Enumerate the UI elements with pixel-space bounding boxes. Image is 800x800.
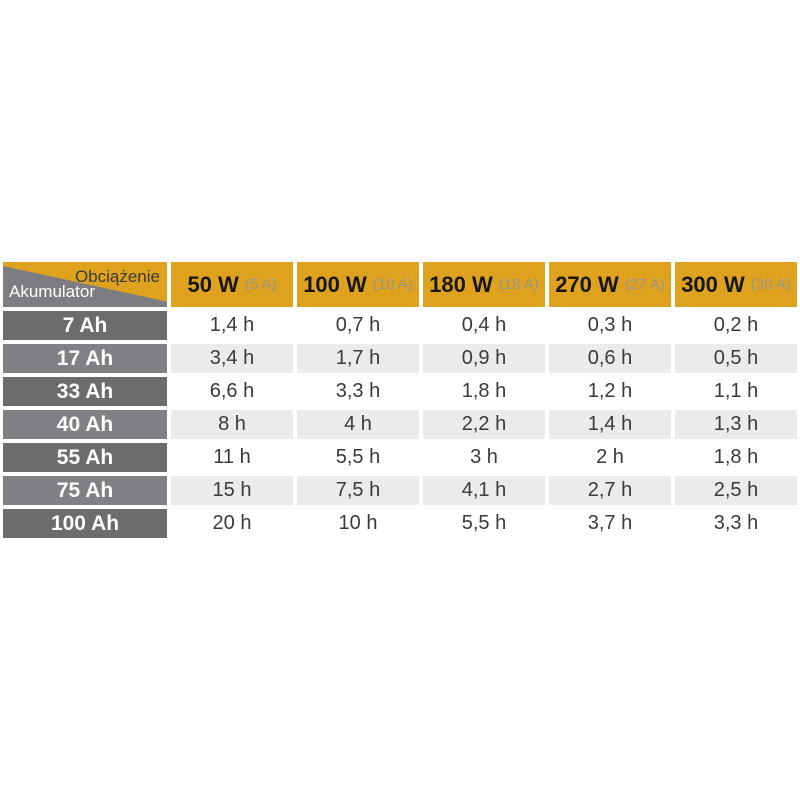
power-label: 270 W: [555, 271, 619, 297]
load-column-header: [549, 262, 671, 307]
runtime-cell: 1,4 h: [171, 311, 293, 340]
power-label: 300 W: [681, 271, 745, 297]
runtime-cell: 2,2 h: [423, 410, 545, 439]
runtime-cell: 0,5 h: [675, 344, 797, 373]
runtime-cell: 8 h: [171, 410, 293, 439]
runtime-cell: 2 h: [549, 443, 671, 472]
runtime-cell: 5,5 h: [423, 509, 545, 538]
runtime-cell: 3 h: [423, 443, 545, 472]
load-column-header: [297, 262, 419, 307]
runtime-cell: 0,3 h: [549, 311, 671, 340]
runtime-cell: 7,5 h: [297, 476, 419, 505]
runtime-cell: 1,4 h: [549, 410, 671, 439]
power-label: 100 W: [303, 271, 367, 297]
power-label: 50 W: [187, 271, 239, 297]
battery-row-label: 75 Ah: [3, 476, 167, 505]
power-label: 180 W: [429, 271, 493, 297]
load-column-header: [423, 262, 545, 307]
runtime-cell: 1,8 h: [423, 377, 545, 406]
runtime-cell: 3,4 h: [171, 344, 293, 373]
runtime-cell: 15 h: [171, 476, 293, 505]
runtime-cell: 0,7 h: [297, 311, 419, 340]
load-column-header: [171, 262, 293, 307]
battery-row-label: 33 Ah: [3, 377, 167, 406]
runtime-cell: 10 h: [297, 509, 419, 538]
runtime-cell: 5,5 h: [297, 443, 419, 472]
battery-row-label: 40 Ah: [3, 410, 167, 439]
current-label: (5 A): [244, 276, 277, 293]
current-label: (18 A): [498, 276, 539, 293]
current-label: (10 A): [372, 276, 413, 293]
runtime-cell: 1,8 h: [675, 443, 797, 472]
runtime-cell: 2,5 h: [675, 476, 797, 505]
battery-row-label: 17 Ah: [3, 344, 167, 373]
runtime-cell: 1,3 h: [675, 410, 797, 439]
runtime-cell: 0,6 h: [549, 344, 671, 373]
corner-header-cell: [3, 262, 167, 307]
runtime-cell: 0,9 h: [423, 344, 545, 373]
runtime-cell: 0,4 h: [423, 311, 545, 340]
load-column-header: [675, 262, 797, 307]
battery-row-label: 55 Ah: [3, 443, 167, 472]
battery-runtime-table: [3, 262, 797, 538]
battery-axis-label: Akumulator: [9, 282, 95, 301]
runtime-cell: 1,2 h: [549, 377, 671, 406]
runtime-cell: 11 h: [171, 443, 293, 472]
runtime-cell: 2,7 h: [549, 476, 671, 505]
load-axis-label: Obciążenie: [74, 267, 160, 286]
battery-row-label: 7 Ah: [3, 311, 167, 340]
runtime-cell: 6,6 h: [171, 377, 293, 406]
runtime-cell: 3,7 h: [549, 509, 671, 538]
runtime-cell: 0,2 h: [675, 311, 797, 340]
current-label: (27 A): [624, 276, 665, 293]
runtime-cell: 4 h: [297, 410, 419, 439]
battery-row-label: 100 Ah: [3, 509, 167, 538]
runtime-cell: 3,3 h: [297, 377, 419, 406]
runtime-cell: 3,3 h: [675, 509, 797, 538]
runtime-cell: 20 h: [171, 509, 293, 538]
runtime-cell: 1,1 h: [675, 377, 797, 406]
runtime-cell: 4,1 h: [423, 476, 545, 505]
runtime-cell: 1,7 h: [297, 344, 419, 373]
current-label: (30 A): [750, 276, 791, 293]
